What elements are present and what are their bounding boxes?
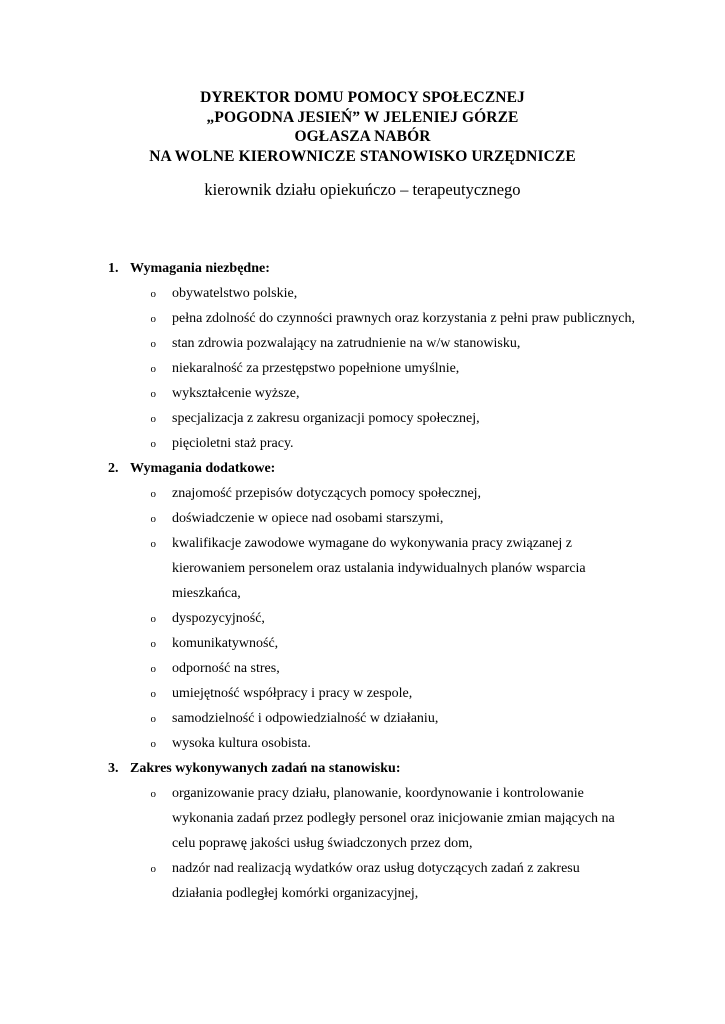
header-line: OGŁASZA NABÓR — [294, 128, 431, 145]
list-item — [108, 681, 640, 706]
list-item-text: organizowanie pracy działu, planowanie, koordynowanie i kontrolowanie wykonania zadań przez podległy personel oraz inicjowanie zmian mających na celu poprawę jakości usług świadczonych przez dom, — [172, 786, 615, 851]
section-title — [108, 256, 640, 281]
section-additional-requirements — [108, 456, 640, 756]
bullet-icon: o — [150, 538, 156, 550]
bullet-icon: o — [150, 863, 156, 875]
list-item-text: wysoka kultura osobista. — [172, 736, 311, 751]
section-heading: Wymagania dodatkowe: — [130, 461, 276, 476]
list-item — [108, 481, 640, 506]
section-duties — [108, 756, 640, 906]
list-item-text: niekaralność za przestępstwo popełnione umyślnie, — [172, 361, 460, 376]
list-item — [108, 656, 640, 681]
list-item — [108, 856, 640, 906]
list-item-text: doświadczenie w opiece nad osobami starszymi, — [172, 511, 444, 526]
section-number: 3. — [108, 761, 119, 776]
bullet-icon: o — [150, 713, 156, 725]
section-title — [108, 456, 640, 481]
section-number: 1. — [108, 261, 119, 276]
additional-requirements-list — [108, 481, 640, 756]
list-item-text: pięcioletni staż pracy. — [172, 436, 294, 451]
bullet-icon: o — [150, 688, 156, 700]
bullet-icon: o — [150, 638, 156, 650]
list-item — [108, 356, 640, 381]
section-title — [108, 756, 640, 781]
list-item — [108, 431, 640, 456]
bullet-icon: o — [150, 738, 156, 750]
list-item — [108, 531, 640, 606]
header-line: „POGODNA JESIEŃ” W JELENIEJ GÓRZE — [206, 108, 519, 126]
list-item — [108, 331, 640, 356]
list-item-text: odporność na stres, — [172, 661, 280, 676]
list-item-text: komunikatywność, — [172, 636, 279, 651]
list-item — [108, 306, 640, 331]
list-item-text: dyspozycyjność, — [172, 611, 265, 626]
bullet-icon: o — [150, 413, 156, 425]
list-item-text: znajomość przepisów dotyczących pomocy społecznej, — [172, 486, 482, 501]
bullet-icon: o — [150, 338, 156, 350]
bullet-icon: o — [150, 363, 156, 375]
list-item-text: kwalifikacje zawodowe wymagane do wykonywania pracy związanej z kierowaniem personelem oraz ustalania indywidualnych planów wsparcia mieszkańca, — [172, 536, 586, 601]
list-item-text: pełna zdolność do czynności prawnych oraz korzystania z pełni praw publicznych, — [172, 311, 635, 326]
duties-list — [108, 781, 640, 906]
list-item-text: umiejętność współpracy i pracy w zespole, — [172, 686, 413, 701]
list-item — [108, 506, 640, 531]
section-number: 2. — [108, 461, 119, 476]
list-item — [108, 381, 640, 406]
list-item — [108, 631, 640, 656]
list-item — [108, 406, 640, 431]
bullet-icon: o — [150, 613, 156, 625]
section-requirements — [108, 256, 640, 456]
list-item — [108, 281, 640, 306]
list-item — [108, 706, 640, 731]
bullet-icon: o — [150, 438, 156, 450]
header-line: DYREKTOR DOMU POMOCY SPOŁECZNEJ — [200, 89, 525, 106]
bullet-icon: o — [150, 288, 156, 300]
bullet-icon: o — [150, 513, 156, 525]
list-item — [108, 731, 640, 756]
requirements-list — [108, 281, 640, 456]
bullet-icon: o — [150, 488, 156, 500]
list-item-text: samodzielność i odpowiedzialność w działaniu, — [172, 711, 439, 726]
header-line: NA WOLNE KIEROWNICZE STANOWISKO URZĘDNICZE — [149, 147, 576, 165]
list-item-text: specjalizacja z zakresu organizacji pomocy społecznej, — [172, 411, 480, 426]
bullet-icon: o — [150, 788, 156, 800]
bullet-icon: o — [150, 313, 156, 325]
list-item-text: stan zdrowia pozwalający na zatrudnienie na w/w stanowisku, — [172, 336, 521, 351]
position-title: kierownik działu opiekuńczo – terapeutycznego — [204, 180, 521, 199]
list-item — [108, 781, 640, 856]
list-item — [108, 606, 640, 631]
list-item-text: wykształcenie wyższe, — [172, 386, 300, 401]
list-item-text: obywatelstwo polskie, — [172, 286, 298, 301]
section-heading: Zakres wykonywanych zadań na stanowisku: — [130, 761, 401, 776]
bullet-icon: o — [150, 663, 156, 675]
bullet-icon: o — [150, 388, 156, 400]
section-heading: Wymagania niezbędne: — [130, 261, 270, 276]
sections — [108, 256, 640, 906]
list-item-text: nadzór nad realizacją wydatków oraz usług dotyczących zadań z zakresu działania podległej komórki organizacyjnej, — [172, 861, 580, 901]
announcement-header — [0, 88, 725, 200]
